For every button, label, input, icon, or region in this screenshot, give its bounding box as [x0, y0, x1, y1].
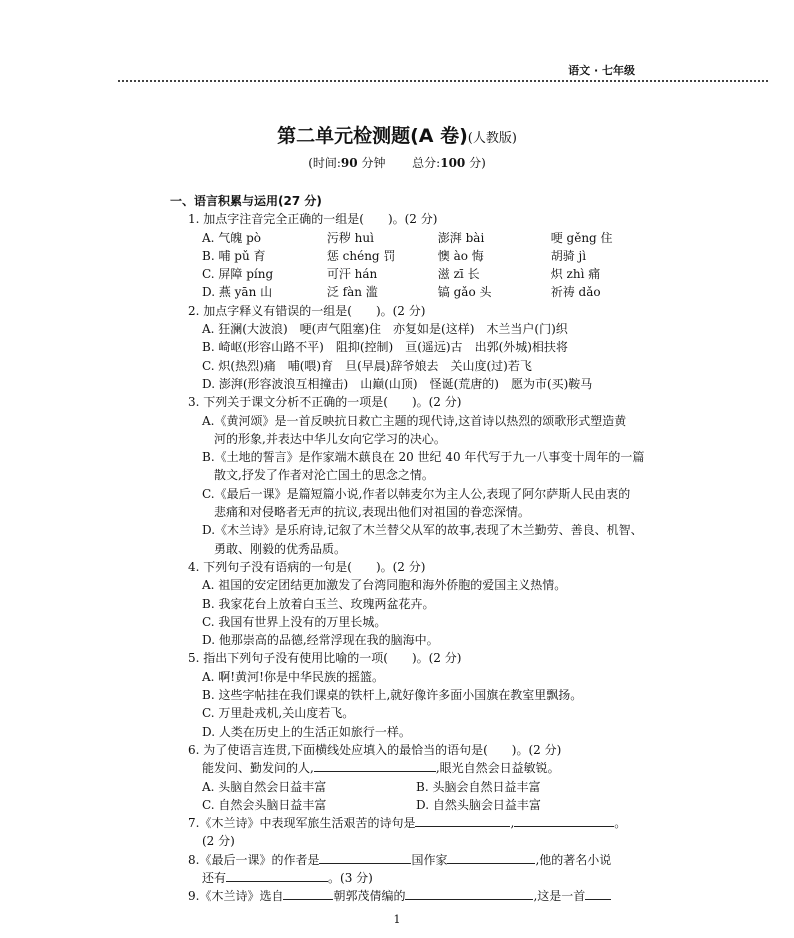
answer-blank[interactable] — [319, 851, 411, 864]
option-cell: 胡骑 jì — [550, 248, 587, 263]
option-cell: 亦复如是(这样) — [393, 322, 475, 337]
option-line: D.《木兰诗》是乐府诗,记叙了木兰替父从军的故事,表现了木兰勤劳、善良、机智、 — [202, 523, 643, 538]
time-label: (时间: — [308, 156, 341, 170]
option-cell: C. 自然会头脑日益丰富 — [202, 797, 327, 812]
option-row — [170, 247, 630, 265]
option-line: 散文,抒发了作者对沦亡国土的思念之情。 — [214, 468, 434, 483]
option-cell: 山巅(山顶) — [360, 376, 418, 391]
exam-content — [170, 192, 645, 906]
option-line: A.《黄河颂》是一首反映抗日救亡主题的现代诗,这首诗以热烈的颂歌形式塑造黄 — [202, 413, 627, 428]
question-stem: 2. 加点字释义有错误的一组是( )。(2 分) — [188, 303, 426, 318]
option-row — [170, 375, 630, 393]
option-cell: 哽 gěng 住 — [550, 230, 613, 245]
option-line: B. 这些字帖挂在我们课桌的铁杆上,就好像许多面小国旗在教室里飘扬。 — [202, 688, 583, 703]
question-stem: 8.《最后一课》的作者是 — [188, 852, 320, 867]
option-cell: 哽(声气阻塞)住 — [299, 322, 382, 337]
option-cell: 关山度(过)若飞 — [450, 358, 532, 373]
option-row — [170, 796, 630, 814]
option-cell: 哺(喂)育 — [287, 358, 334, 373]
option-row — [170, 320, 630, 338]
answer-blank[interactable] — [314, 759, 436, 772]
option-line: C.《最后一课》是篇短篇小说,作者以韩麦尔为主人公,表现了阿尔萨斯人民由衷的 — [202, 486, 631, 501]
option-cell: 炽 zhì 痛 — [550, 267, 601, 282]
option-cell: C. 屏障 píng — [202, 267, 274, 282]
option-line: B.《土地的誓言》是作家端木蕻良在 20 世纪 40 年代写于九一八事变十周年的一篇 — [202, 450, 645, 465]
option-row — [170, 357, 630, 375]
question-points: (2 分) — [202, 834, 235, 849]
question-stem: 5. 指出下列句子没有使用比喻的一项( )。(2 分) — [188, 651, 462, 666]
score-value: 100 — [440, 156, 466, 170]
option-cell: 祈祷 dǎo — [550, 285, 601, 300]
page-header-subject: 语文 · 七年级 — [568, 64, 635, 77]
option-row — [170, 283, 630, 301]
option-cell: 滋 zī 长 — [437, 267, 480, 282]
question-stem: 6. 为了使语言连贯,下面横线处应填入的最恰当的语句是( )。(2 分) — [188, 742, 562, 757]
option-line: A. 祖国的安定团结更加激发了台湾同胞和海外侨胞的爱国主义热情。 — [202, 578, 567, 593]
fill-line — [170, 759, 630, 777]
option-cell: 怪诞(荒唐的) — [429, 376, 499, 391]
option-cell: 镐 gǎo 头 — [437, 285, 492, 300]
header-divider — [118, 80, 768, 82]
option-line: D. 他那崇高的品德,经常浮现在我的脑海中。 — [202, 633, 439, 648]
question-stem: 9.《木兰诗》选自 — [188, 889, 284, 904]
option-cell: B. 哺 pǔ 育 — [202, 248, 266, 263]
option-cell: D. 燕 yān 山 — [202, 285, 273, 300]
question-stem: 7.《木兰诗》中表现军旅生活艰苦的诗句是 — [188, 816, 416, 831]
answer-blank[interactable] — [415, 814, 510, 827]
fill-text: 能发问、勤发问的人, — [202, 761, 314, 776]
option-cell: D. 澎湃(形容波浪互相撞击) — [202, 376, 349, 391]
option-cell: 惩 chéng 罚 — [326, 248, 396, 263]
option-cell: B. 崎岖(形容山路不平) — [202, 340, 324, 355]
option-cell: 污秽 huì — [326, 230, 374, 245]
option-cell: 旦(早晨)辞爷娘去 — [345, 358, 439, 373]
option-line: C. 万里赴戎机,关山度若飞。 — [202, 706, 355, 721]
fill-text: 。(3 分) — [328, 870, 373, 885]
time-value: 90 — [340, 156, 358, 170]
option-cell: 木兰当户(门)织 — [486, 322, 568, 337]
answer-blank[interactable] — [447, 851, 535, 864]
answer-blank[interactable] — [585, 887, 611, 900]
option-line: D. 人类在历史上的生活正如旅行一样。 — [202, 724, 411, 739]
option-cell: 澎湃 bài — [437, 230, 485, 245]
score-unit: 分) — [469, 156, 486, 170]
option-cell: 出郭(外城)相扶将 — [474, 340, 568, 355]
option-cell: D. 自然头脑会日益丰富 — [416, 797, 541, 812]
option-line: B. 我家花台上放着白玉兰、玫瑰两盆花卉。 — [202, 596, 435, 611]
fill-line — [170, 887, 630, 905]
option-line: 河的形象,并表达中华儿女向它学习的决心。 — [214, 431, 446, 446]
option-cell: B. 头脑会自然日益丰富 — [416, 779, 541, 794]
option-cell: A. 气魄 pò — [202, 230, 262, 245]
option-row — [170, 338, 630, 356]
option-cell: 懊 ào 悔 — [437, 248, 484, 263]
option-line: 勇敢、刚毅的优秀品质。 — [214, 541, 347, 556]
option-cell: 泛 fàn 滥 — [326, 285, 378, 300]
question-stem: 1. 加点字注音完全正确的一组是( )。(2 分) — [188, 212, 438, 227]
fill-text: 还有 — [202, 870, 227, 885]
answer-blank[interactable] — [405, 887, 533, 900]
page-number: 1 — [393, 913, 401, 926]
option-line: C. 我国有世界上没有的万里长城。 — [202, 614, 387, 629]
page-title — [0, 121, 794, 148]
fill-line — [170, 869, 630, 887]
option-cell: A. 头脑自然会日益丰富 — [202, 779, 327, 794]
fill-text: ,他的著名小说 — [535, 852, 612, 867]
answer-blank[interactable] — [283, 887, 333, 900]
option-cell: A. 狂澜(大波浪) — [202, 322, 288, 337]
fill-text: ,眼光自然会日益敏锐。 — [435, 761, 560, 776]
title-edition: (人教版) — [467, 131, 517, 146]
fill-line — [170, 814, 630, 832]
option-row — [170, 778, 630, 796]
question-stem: 4. 下列句子没有语病的一句是( )。(2 分) — [188, 559, 426, 574]
option-cell: 可汗 hán — [326, 267, 378, 282]
title-main: 第二单元检测题(A 卷) — [277, 125, 468, 147]
fill-text: 。 — [614, 816, 627, 831]
option-row — [170, 265, 630, 283]
exam-info — [0, 154, 794, 171]
option-line: 悲痛和对侵略者无声的抗议,表现出他们对祖国的眷恋深情。 — [214, 505, 530, 520]
fill-line — [170, 851, 630, 869]
section-heading: 一、语言积累与运用(27 分) — [170, 194, 322, 208]
time-unit: 分钟 — [361, 156, 386, 170]
answer-blank[interactable] — [514, 814, 614, 827]
option-cell: 亘(遥远)古 — [405, 340, 463, 355]
option-line: A. 啊!黄河!你是中华民族的摇篮。 — [202, 669, 384, 684]
option-row — [170, 229, 630, 247]
fill-text: , — [510, 816, 515, 831]
option-cell: 阻抑(控制) — [335, 340, 394, 355]
option-cell: C. 炽(热烈)痛 — [202, 358, 276, 373]
fill-text: 朝郭茂倩编的 — [333, 889, 406, 904]
fill-text: 国作家 — [411, 852, 448, 867]
answer-blank[interactable] — [226, 869, 328, 882]
score-label: 总分: — [412, 156, 441, 170]
fill-text: ,这是一首 — [533, 889, 586, 904]
option-cell: 愿为市(买)鞍马 — [510, 376, 593, 391]
question-stem: 3. 下列关于课文分析不正确的一项是( )。(2 分) — [188, 395, 462, 410]
